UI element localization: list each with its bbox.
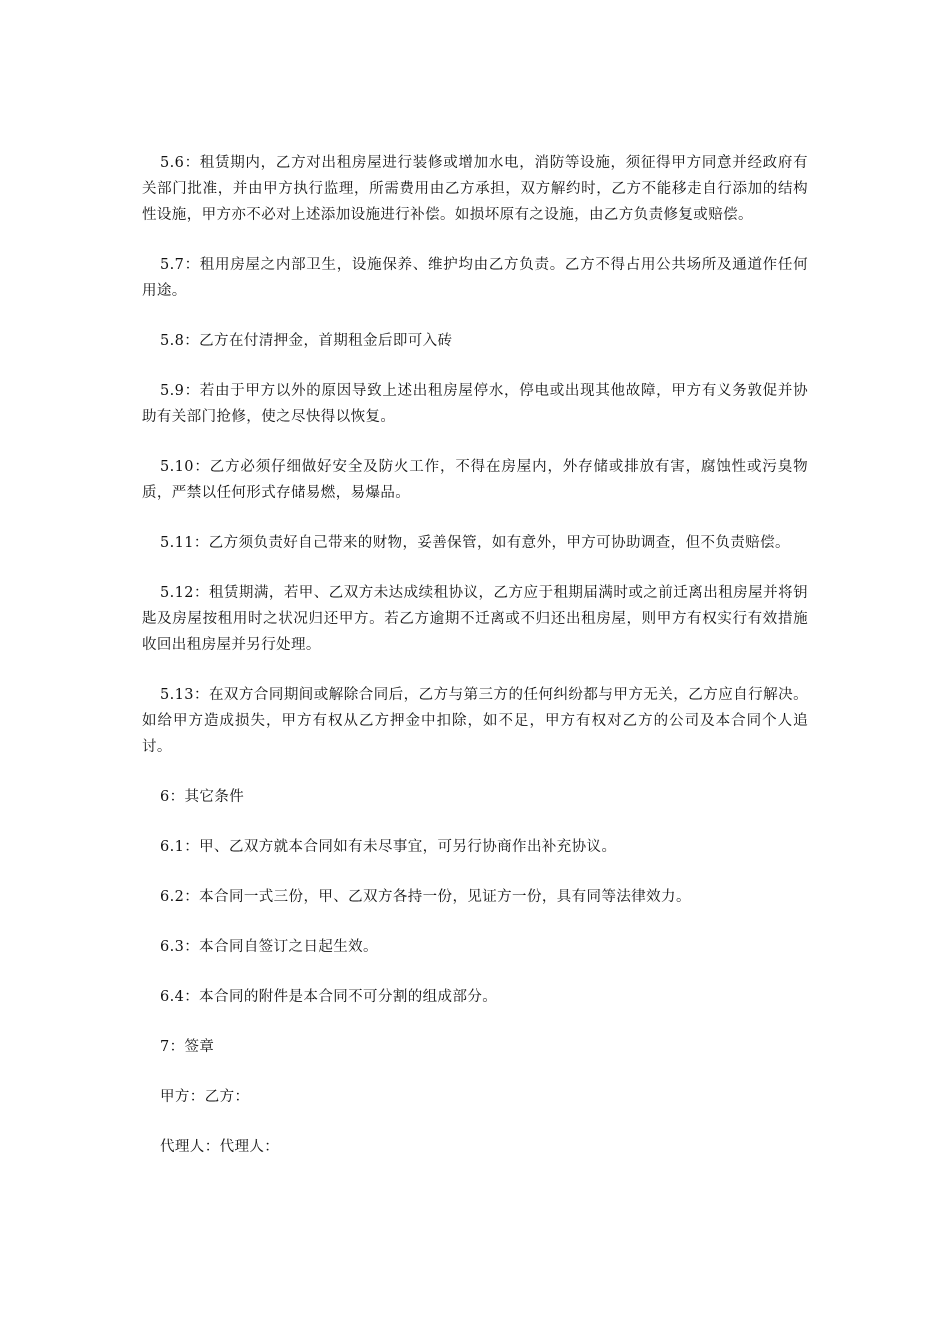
clause-6-4: 6.4：本合同的附件是本合同不可分割的组成部分。 [160, 989, 498, 1005]
clause-5-11: 5.11：乙方须负责好自己带来的财物，妥善保管，如有意外，甲方可协助调查，但不负责赔偿。 [160, 535, 790, 551]
clause-5-10: 5.10：乙方必须仔细做好安全及防火工作，不得在房屋内，外存储或排放有害，腐蚀性或污臭物质，严禁以任何形式存储易燃，易爆品。 [142, 459, 808, 501]
clause-6-3: 6.3：本合同自签订之日起生效。 [160, 939, 378, 955]
clause-5-7: 5.7：租用房屋之内部卫生，设施保养、维护均由乙方负责。乙方不得占用公共场所及通道作任何用途。 [142, 257, 808, 299]
clause-5-13: 5.13：在双方合同期间或解除合同后，乙方与第三方的任何纠纷都与甲方无关，乙方应自行解决。如给甲方造成损失，甲方有权从乙方押金中扣除，如不足，甲方有权对乙方的公司及本合同个人追讨。 [142, 687, 808, 755]
agent-signature-line: 代理人：代理人： [160, 1139, 280, 1155]
clause-6-1: 6.1：甲、乙双方就本合同如有未尽事宜，可另行协商作出补充协议。 [160, 839, 617, 855]
section-6-heading: 6：其它条件 [160, 789, 245, 805]
party-signature-line: 甲方：乙方： [160, 1089, 250, 1105]
clause-5-12: 5.12：租赁期满，若甲、乙双方未达成续租协议，乙方应于租期届满时或之前迁离出租房屋并将钥匙及房屋按租用时之状况归还甲方。若乙方逾期不迁离或不归还出租房屋，则甲方有权实行有效措施收回出租房屋并另行处理。 [142, 585, 808, 653]
clause-5-9: 5.9：若由于甲方以外的原因导致上述出租房屋停水，停电或出现其他故障，甲方有义务敦促并协助有关部门抢修，使之尽快得以恢复。 [142, 383, 808, 425]
clause-5-6: 5.6：租赁期内，乙方对出租房屋进行装修或增加水电，消防等设施，须征得甲方同意并经政府有关部门批准，并由甲方执行监理，所需费用由乙方承担，双方解约时，乙方不能移走自行添加的结构性设施，甲方亦不必对上述添加设施进行补偿。如损坏原有之设施，由乙方负责修复或赔偿。 [142, 155, 808, 223]
clause-6-2: 6.2：本合同一式三份，甲、乙双方各持一份，见证方一份，具有同等法律效力。 [160, 889, 691, 905]
section-7-heading: 7：签章 [160, 1039, 215, 1055]
clause-5-8: 5.8：乙方在付清押金，首期租金后即可入砖 [160, 333, 453, 349]
document-body [142, 150, 808, 1184]
